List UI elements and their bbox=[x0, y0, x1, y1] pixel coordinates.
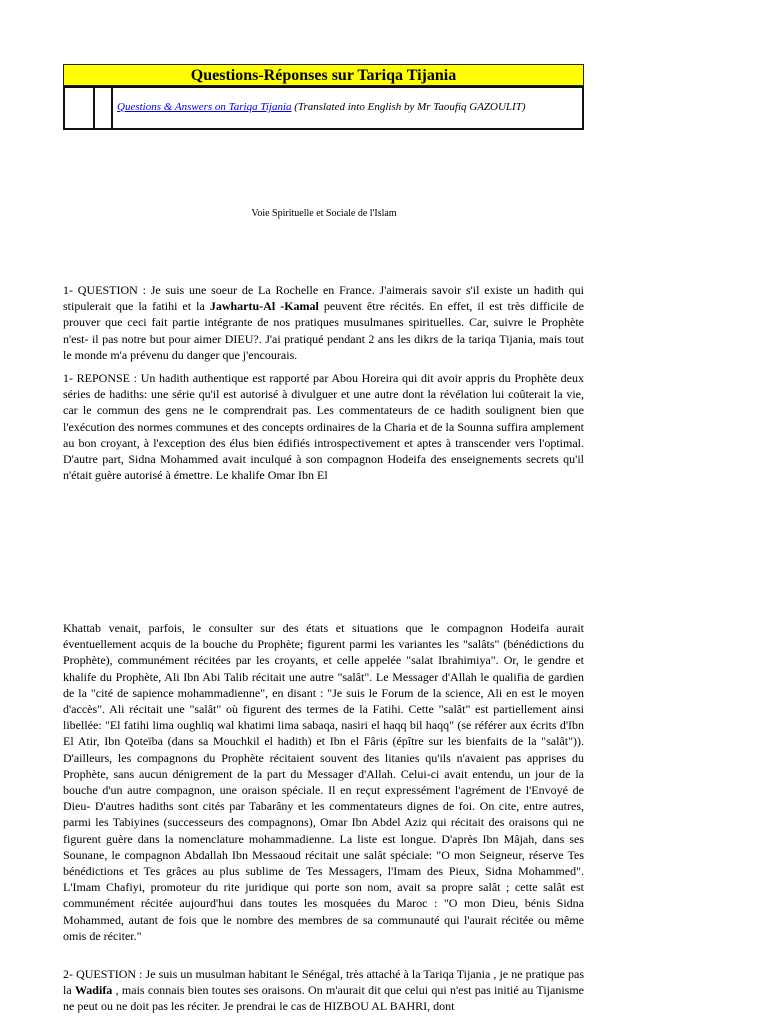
translation-credit: (Translated into English by Mr Taoufiq GAZOULIT) bbox=[291, 101, 526, 113]
page-title-text: Questions-Réponses sur Tariqa Tijania bbox=[190, 67, 457, 84]
table-cell-empty bbox=[93, 88, 113, 128]
question-2-bold: Wadifa bbox=[74, 983, 113, 998]
question-2 bbox=[63, 966, 584, 1015]
question-1-rest: peuvent être récités. En effet, il est très difficile de prouver que ceci fait partie intégrante de nos pratiques musulmanes spirituelles. Car, suivre le Prophète n'est- il pas notre but pour aimer DIEU?. J'ai pratiqué pendant 2 ans les dikrs de la tariqa Tijania, mais tout le monde m'a prévenu du danger que j'encourais. bbox=[63, 299, 584, 362]
table-cell-empty bbox=[65, 88, 95, 128]
translation-line bbox=[117, 101, 526, 113]
question-2-lead: 2- QUESTION : Je suis un musulman habitant le Sénégal, très attaché à la Tariqa Tijania , je ne pratique pas la bbox=[63, 967, 584, 998]
question-1-lead: 1- QUESTION : Je suis une soeur de La Rochelle en France. J'aimerais savoir s'il existe un hadith qui stipulerait que la fatihi et la bbox=[63, 283, 584, 314]
answer-1-continued: Khattab venait, parfois, le consulter sur des états et situations que le compagnon Hodeifa aurait éventuellement acquis de la bouche du Prophète; figurent parmi les variantes les "salâts" (bénédictions du Prophète), communément récitées par les croyants, et celle appelée "salat Ibrahimiya". Or, le gendre et khalife du Prophète, Ali Ibn Abi Talib récitait une autre "salât". Le Messager d'Allah le qualifia de gardien de la "cité de sapience mohammadienne", en disant : "Je suis le Forum de la science, Ali en est le moyen d'accès". Ali récitait une "salât" où figurent des termes de la Fatihi. Cette "salât" est partiellement ainsi libellée: "El fatihi lima oughliq wal khatimi lima sabaqa, nasiri el haqq bil haqq" (se référer aux écrits d'Ibn El Atir, Ibn Qoteïba (dans sa Mouchkil el hadith) et Ibn el Fâris (épître sur les bienfaits de la "salât")). D'ailleurs, les compagnons du Prophète récitaient souvent des litanies qu'ils n'avaient pas apprises du Prophète, sans aucun dénigrement de la part du Messager d'Allah. Celui-ci avait entendu, un jour de la bouche d'un autre compagnon, une oraison spéciale. Il en reçut expressément l'agrément de l'Envoyé de Dieu- D'autres hadiths sont cités par Tabarâny et les commentateurs dignes de foi. On cite, entre autres, parmi les Tabiyines (successeurs des compagnons), Omar Ibn Abdel Aziz qui récitait des oraisons qui ne figurent guère dans la nomenclature mohammadienne. La liste est longue. D'après Ibn Mâjah, dans ses Sounane, le compagnon Abdallah Ibn Messaoud récitait une salât spéciale: "O mon Seigneur, réserve Tes bénédictions et Tes grâces au plus sublime de Tes Messagers, l'Imam des Pieux, Sidna Mohammed". L'Imam Chafiyi, promoteur du rite juridique qui porte son nom, avait sa propre salât ; cette salât est communément récitée aujourd'hui dans toutes les mosquées du Maroc : "O mon Dieu, bénis Sidna Mohammed, autant de fois que le nombre des membres de sa communauté qui l'aurait récitée ou même omis de réciter." bbox=[63, 621, 584, 943]
page-title bbox=[63, 64, 584, 86]
answer-1: 1- REPONSE : Un hadith authentique est rapporté par Abou Horeira qui dit avoir appris du Prophète deux séries de hadiths: une série qu'il est autorisé à divulguer et une autre dont la révélation lui coûterait la vie, car le commun des gens ne le comprendrait pas. Les commentateurs de ce hadith soulignent bien que l'exécution des normes communes et des concepts ordinaires de la Charia et de la Sounna suffira amplement au bon croyant, à l'exception des élus bien édifiés introspectivement et aptes à transcender vers l'optimal. D'autre part, Sidna Mohammed avait inculqué à son compagnon Hodeifa des enseignements secrets qu'il n'était guère autorisé à émettre. Le khalife Omar Ibn El bbox=[63, 371, 584, 483]
question-2-rest: , mais connais bien toutes ses oraisons. On m'aurait dit que celui qui n'est pas initié au Tijanisme ne peut ou ne doit pas les réciter. Je prendrai le cas de HIZBOU AL BAHRI, dont bbox=[63, 983, 584, 1014]
subtitle: Voie Spirituelle et Sociale de l'Islam bbox=[251, 208, 397, 219]
question-1 bbox=[63, 282, 584, 363]
link-table bbox=[63, 86, 584, 130]
question-1-bold: Jawhartu-Al -Kamal bbox=[209, 299, 319, 314]
english-translation-link[interactable]: Questions & Answers on Tariqa Tijania bbox=[117, 101, 292, 113]
